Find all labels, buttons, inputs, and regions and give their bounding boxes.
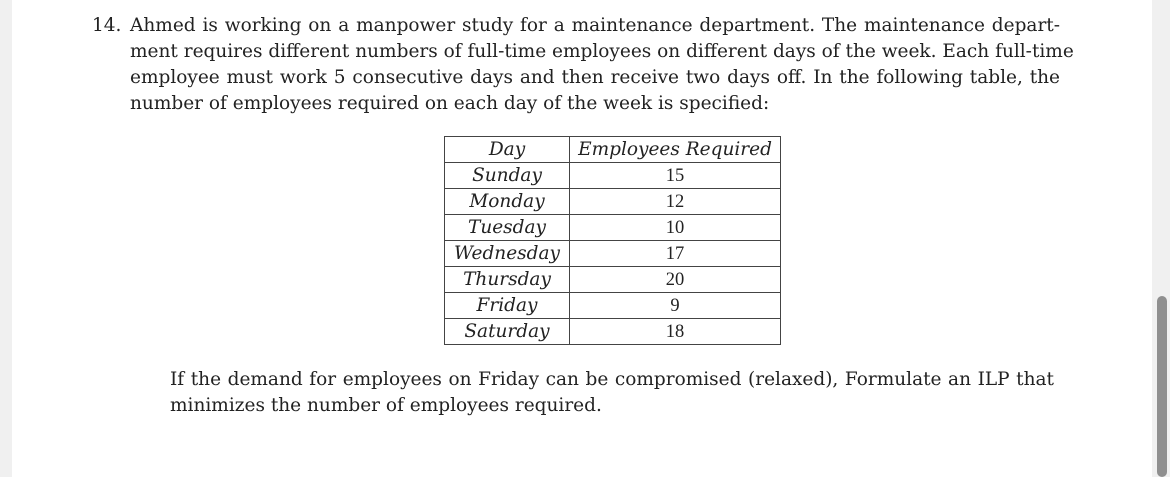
- scrollbar-thumb[interactable]: [1157, 296, 1167, 477]
- required-cell: 10: [570, 215, 781, 241]
- problem-line: employee must work 5 consecutive days and then receive two days off. In the following table, the: [130, 67, 1060, 88]
- followup-question: [170, 367, 1054, 419]
- table-header-row: [445, 137, 781, 163]
- table-row: [445, 215, 781, 241]
- problem-line: Ahmed is working on a manpower study for a maintenance department. The maintenance depart-: [130, 15, 1060, 36]
- day-cell: Wednesday: [445, 241, 570, 267]
- day-cell: Tuesday: [445, 215, 570, 241]
- table-row: [445, 293, 781, 319]
- required-cell: 15: [570, 163, 781, 189]
- table-row: [445, 163, 781, 189]
- document-page: [12, 0, 1152, 477]
- day-cell: Monday: [445, 189, 570, 215]
- problem-statement: [92, 13, 1074, 117]
- table-row: [445, 267, 781, 293]
- day-cell: Friday: [445, 293, 570, 319]
- required-cell: 9: [570, 293, 781, 319]
- vertical-scrollbar[interactable]: [1152, 0, 1170, 477]
- problem-number: 14.: [92, 15, 122, 36]
- day-cell: Thursday: [445, 267, 570, 293]
- day-cell: Sunday: [445, 163, 570, 189]
- followup-line: minimizes the number of employees required.: [170, 395, 602, 416]
- required-cell: 18: [570, 319, 781, 345]
- required-cell: 12: [570, 189, 781, 215]
- required-cell: 20: [570, 267, 781, 293]
- column-header-day: Day: [445, 137, 570, 163]
- required-cell: 17: [570, 241, 781, 267]
- day-cell: Saturday: [445, 319, 570, 345]
- table-row: [445, 319, 781, 345]
- problem-line: number of employees required on each day of the week is specified:: [130, 93, 770, 114]
- followup-line: If the demand for employees on Friday can be compromised (relaxed), Formulate an ILP that: [170, 369, 1054, 390]
- column-header-employees-required: Employees Required: [570, 137, 781, 163]
- problem-line: ment requires different numbers of full-time employees on different days of the week. Each full-time: [130, 41, 1074, 62]
- employee-requirements-table: [444, 136, 781, 345]
- table-row: [445, 189, 781, 215]
- table-row: [445, 241, 781, 267]
